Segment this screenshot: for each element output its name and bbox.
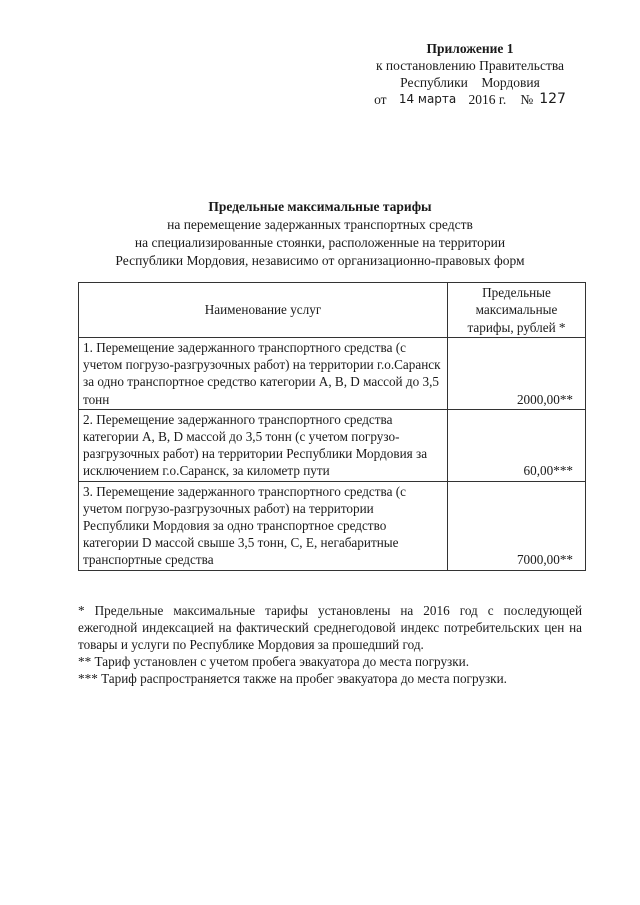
heading-line-2: на специализированные стоянки, расположенные на территории	[134, 235, 506, 250]
footnote-1: * Предельные максимальные тарифы установлены на 2016 год с последующей ежегодной индексацией на фактический среднегодовой индекс потребительских цен на товары и услуги по Республике Мордовия за прошедший год.	[78, 603, 582, 652]
appendix-block	[360, 40, 580, 108]
service-cell: 3. Перемещение задержанного транспортного средства (с учетом погрузо-разгрузочных работ) на территории Республики Мордовия за одно транспортное средство категории D массой свыше 3,5 тонн, С, Е, негабаритные транспортные средства	[79, 481, 448, 570]
heading-line-3: Республики Мордовия, независимо от организационно-правовых форм	[115, 253, 525, 268]
table-row	[79, 338, 586, 410]
tariffs-table	[78, 282, 586, 571]
appendix-line-1: к постановлению Правительства	[375, 58, 565, 73]
table-row	[79, 409, 586, 481]
date-year: 2016 г.	[468, 92, 507, 107]
footnotes	[78, 602, 582, 687]
appendix-line-2: Республики Мордовия	[400, 75, 540, 90]
document-heading	[70, 198, 570, 270]
price-cell: 60,00***	[448, 409, 586, 481]
number-sign: №	[520, 92, 534, 107]
header-service: Наименование услуг	[79, 283, 448, 338]
date-value: 14 марта	[398, 92, 457, 106]
appendix-date-line	[360, 91, 580, 108]
service-cell: 1. Перемещение задержанного транспортного средства (с учетом погрузо-разгрузочных работ) на территории г.о.Саранск за одно транспортное средство категории А, В, D массой до 3,5 тонн	[79, 338, 448, 410]
price-cell: 7000,00**	[448, 481, 586, 570]
table-header-row	[79, 283, 586, 338]
heading-line-1: на перемещение задержанных транспортных средств	[167, 217, 473, 232]
date-prefix: от	[374, 92, 387, 107]
heading-title: Предельные максимальные тарифы	[208, 199, 432, 214]
price-cell: 2000,00**	[448, 338, 586, 410]
header-price: Предельные максимальные тарифы, рублей *	[448, 283, 586, 338]
number-value: 127	[539, 91, 566, 107]
footnote-2: ** Тариф установлен с учетом пробега эвакуатора до места погрузки.	[78, 654, 470, 669]
service-cell: 2. Перемещение задержанного транспортного средства категории А, В, D массой до 3,5 тонн (с учетом погрузо-разгрузочных работ) на территории Республики Мордовия за исключением г.о.Саранск, за километр пути	[79, 409, 448, 481]
appendix-title: Приложение 1	[426, 41, 514, 56]
table-row	[79, 481, 586, 570]
footnote-3: *** Тариф распространяется также на пробег эвакуатора до места погрузки.	[78, 671, 507, 686]
